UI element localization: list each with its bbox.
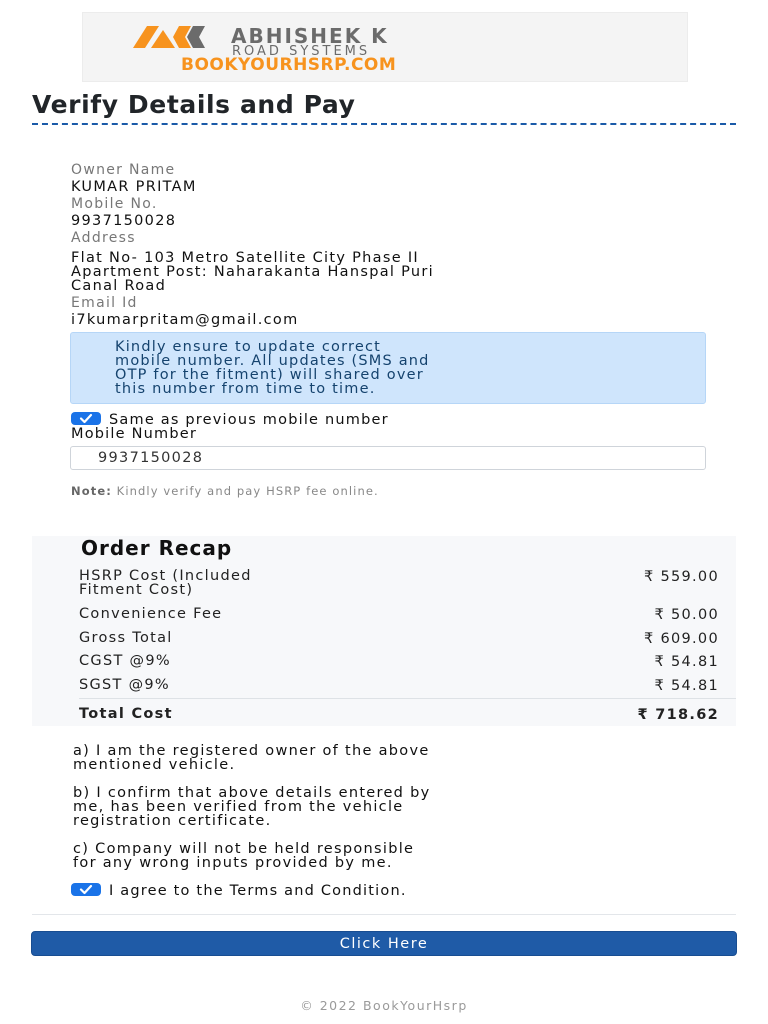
address-line: Flat No- 103 Metro Satellite City Phase II [71,250,419,266]
term-line: a) I am the registered owner of the above [73,743,430,759]
section-divider [32,914,736,915]
term-b [73,786,693,828]
recap-row-amount: ₹ 609.00 [644,631,719,647]
ak-chevron-logo-icon [133,26,215,48]
same-mobile-checkbox[interactable] [71,412,101,425]
checkmark-icon [79,413,93,424]
mobile-number-label: Mobile Number [71,426,198,442]
recap-row-name: Convenience Fee [79,606,223,622]
term-line: registration certificate. [73,813,272,829]
total-cost-amount: ₹ 718.62 [637,707,719,723]
mobile-no-label: Mobile No. [71,196,158,212]
agree-terms-checkbox-row[interactable] [71,883,407,899]
logo-company-name: ABHISHEK K [231,24,389,48]
alert-line: OTP for the fitment) will shared over [115,367,424,383]
address-label: Address [71,230,136,246]
logo-banner [82,12,688,82]
address-line: Apartment Post: Naharakanta Hanspal Puri [71,264,434,280]
recap-row-name: Gross Total [79,630,173,646]
order-recap-title: Order Recap [81,536,233,560]
footer-copyright: © 2022 BookYourHsrp [300,998,468,1013]
recap-row-amount: ₹ 50.00 [654,607,719,623]
alert-line: this number from time to time. [115,381,376,397]
recap-row-amount: ₹ 559.00 [644,569,719,585]
owner-details [71,162,711,329]
agree-terms-checkbox[interactable] [71,883,101,896]
logo-website-url: BOOKYOURHSRP.COM [181,55,397,75]
address-value [71,251,711,293]
recap-row-amount: ₹ 54.81 [654,654,719,670]
term-line: c) Company will not be held responsible [73,841,415,857]
mobile-number-input[interactable] [70,446,706,470]
checkmark-icon [79,884,93,895]
term-a [73,744,693,772]
term-line: for any wrong inputs provided by me. [73,855,393,871]
term-line: me, has been verified from the vehicle [73,799,404,815]
email-label: Email Id [71,295,138,311]
alert-line: mobile number. All updates (SMS and [115,353,430,369]
owner-name-label: Owner Name [71,162,176,178]
recap-row-name-line: HSRP Cost (Included [79,568,252,584]
term-line: mentioned vehicle. [73,757,236,773]
term-line: b) I confirm that above details entered by [73,785,431,801]
recap-divider [79,698,736,699]
pay-button[interactable]: Click Here [31,931,737,956]
payment-note [71,484,379,498]
note-prefix: Note: [71,484,112,498]
recap-row-name-line: Fitment Cost) [79,582,194,598]
recap-row-name [79,569,419,597]
note-text: Kindly verify and pay HSRP fee online. [111,484,379,498]
alert-line: Kindly ensure to update correct [115,339,382,355]
term-c [73,842,693,870]
email-value: i7kumarpritam@gmail.com [71,312,299,328]
recap-row-name: CGST @9% [79,653,171,669]
same-mobile-label: Same as previous mobile number [109,412,389,428]
page-title: Verify Details and Pay [32,90,736,125]
address-line: Canal Road [71,278,167,294]
recap-row-amount: ₹ 54.81 [654,678,719,694]
mobile-update-alert [70,332,706,404]
recap-row-name: SGST @9% [79,677,171,693]
agree-terms-label: I agree to the Terms and Condition. [109,883,407,899]
logo-company-subtitle: ROAD SYSTEMS [232,44,371,59]
total-cost-label: Total Cost [79,706,173,722]
owner-name-value: KUMAR PRITAM [71,179,197,195]
order-recap [32,536,736,726]
mobile-no-value: 9937150028 [71,213,177,229]
